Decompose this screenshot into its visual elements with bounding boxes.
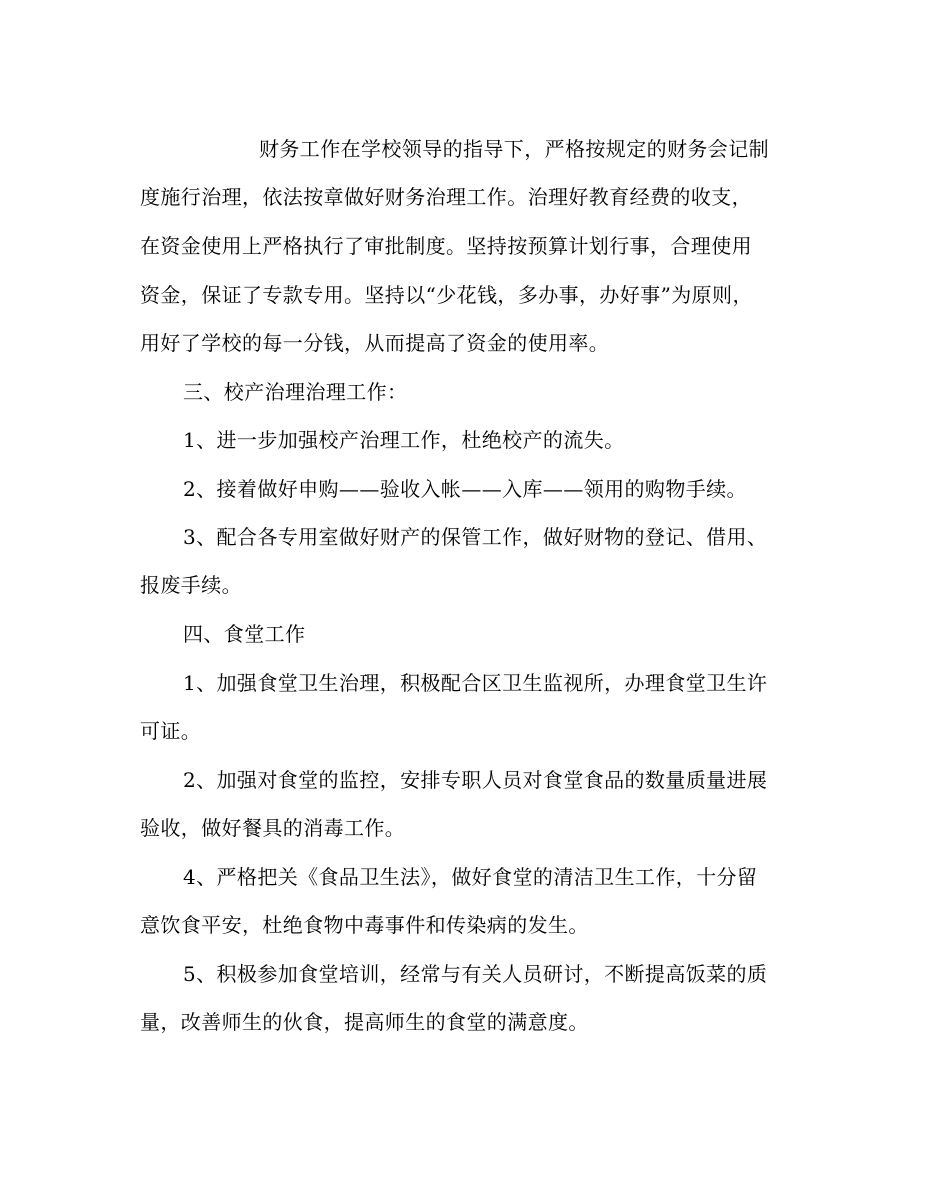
list-item-4-2-cont: 验收，做好餐具的消毒工作。	[140, 816, 406, 840]
list-item-4-5: 5、积极参加食堂培训，经常与有关人员研讨，不断提高饭菜的质	[183, 962, 768, 986]
list-item-4-4-cont: 意饮食平安，杜绝食物中毒事件和传染病的发生。	[140, 913, 589, 937]
list-item-4-1: 1、加强食堂卫生治理，积极配合区卫生监视所，办理食堂卫生许	[183, 671, 768, 695]
list-item-3-3: 3、配合各专用室做好财产的保管工作，做好财物的登记、借用、	[183, 525, 768, 549]
list-item-3-3-cont: 报废手续。	[140, 573, 242, 597]
list-item-3-2: 2、接着做好申购——验收入帐——入库——领用的购物手续。	[183, 477, 747, 501]
list-item-4-1-cont: 可证。	[140, 719, 202, 743]
text-line-3: 在资金使用上严格执行了审批制度。坚持按预算计划行事，合理使用	[140, 234, 752, 258]
text-line-1: 财务工作在学校领导的指导下，严格按规定的财务会记制	[259, 137, 769, 161]
list-item-4-4: 4、严格把关《食品卫生法》，做好食堂的清洁卫生工作，十分留	[183, 865, 758, 889]
text-line-5: 用好了学校的每一分钱，从而提高了资金的使用率。	[140, 331, 610, 355]
list-item-4-5-cont: 量，改善师生的伙食，提高师生的食堂的满意度。	[140, 1010, 589, 1034]
list-item-4-2: 2、加强对食堂的监控，安排专职人员对食堂食品的数量质量进展	[183, 768, 768, 792]
text-line-4: 资金，保证了专款专用。坚持以“少花钱，多办事，办好事”为原则，	[140, 283, 753, 307]
section-heading-4: 四、食堂工作	[183, 622, 306, 646]
list-item-3-1: 1、进一步加强校产治理工作，杜绝校产的流失。	[183, 428, 625, 452]
section-heading-3: 三、校产治理治理工作：	[183, 380, 408, 404]
text-line-2: 度施行治理，依法按章做好财务治理工作。治理好教育经费的收支，	[140, 185, 752, 209]
